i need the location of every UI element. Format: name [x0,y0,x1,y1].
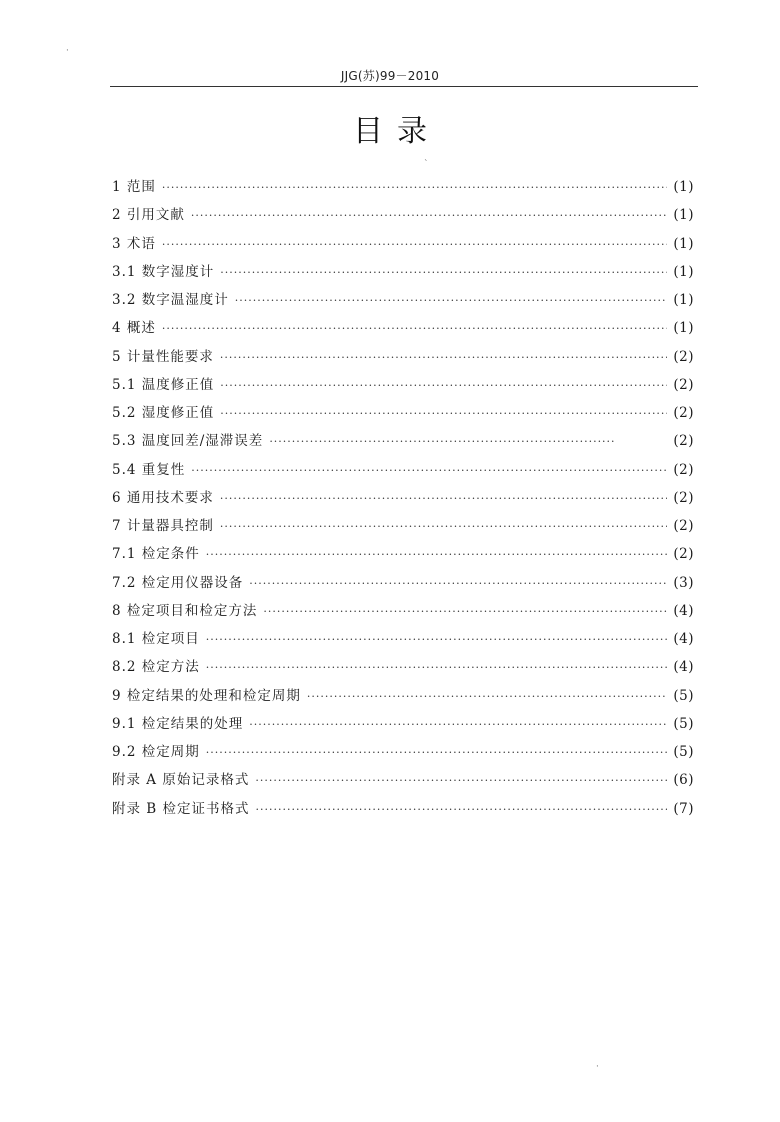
toc-entry-page: (1) [673,320,694,337]
dot-leader [220,372,667,400]
toc-entry-title: 3.2 数字温湿度计 [112,292,229,308]
dot-leader [220,513,667,541]
toc-entry-title: 9.1 检定结果的处理 [112,715,244,732]
toc-entry-title: 1 范围 [112,179,156,195]
dot-leader [249,570,667,598]
toc-entry[interactable] [112,286,694,314]
toc-entry-page: (2) [673,348,694,365]
toc-entry[interactable] [112,371,694,399]
scan-speck: ` [424,160,429,170]
dot-leader [307,683,667,711]
toc-entry-page: (5) [673,715,694,732]
toc-entry-title: 5.1 温度修正值 [112,376,215,393]
dot-leader [220,344,667,372]
toc-entry[interactable] [112,597,694,625]
toc-entry-page: (2) [673,489,694,506]
dot-leader [256,796,668,824]
toc-entry-title: 4 概述 [112,320,156,337]
dot-leader [235,287,668,315]
toc-entry-title: 8.1 检定项目 [112,631,200,647]
toc-entry[interactable] [112,456,694,484]
dot-leader [269,428,614,456]
toc-entry[interactable] [112,201,694,229]
scan-speck: · [66,46,69,56]
toc-entry-page: (4) [673,659,694,676]
toc-entry-page: (1) [673,179,694,195]
dot-leader [206,626,668,654]
toc-entry[interactable] [112,682,694,710]
toc-entry-title: 5 计量性能要求 [112,348,214,365]
toc-entry-title: 7.2 检定用仪器设备 [112,574,244,591]
toc-entry-title: 7.1 检定条件 [112,546,200,563]
dot-leader [255,767,667,795]
toc-entry-title: 5.4 重复性 [112,461,186,478]
toc-entry-page: (4) [673,602,694,619]
toc-entry-title: 9 检定结果的处理和检定周期 [112,687,301,704]
toc-entry-page: (5) [673,744,694,760]
toc-entry-title: 8.2 检定方法 [112,659,200,676]
toc-entry[interactable] [112,625,694,653]
toc-entry-title: 6 通用技术要求 [112,489,214,506]
toc-entry[interactable] [112,484,694,512]
toc-entry-page: (2) [673,405,694,421]
toc-entry-page: (1) [673,263,694,280]
toc-entry-title: 9.2 检定周期 [112,744,200,760]
toc-entry[interactable] [112,343,694,371]
toc-entry-page: (2) [673,461,694,478]
toc-entry-title: 附录 A 原始记录格式 [112,772,250,789]
toc-entry[interactable] [112,427,694,455]
toc-entry-page: (1) [673,207,694,224]
toc-entry-title: 8 检定项目和检定方法 [112,602,258,619]
toc-entry-page: (5) [673,687,694,704]
toc-entry[interactable] [112,738,694,766]
toc-entry-page: (4) [673,631,694,647]
toc-entry[interactable] [112,230,694,258]
document-code: JJG(苏)99－2010 [340,69,440,83]
dot-leader [162,315,667,343]
toc-entry-title: 附录 B 检定证书格式 [112,800,250,817]
dot-leader [162,174,667,202]
toc-entry-title: 2 引用文献 [112,207,185,224]
toc-entry[interactable] [112,512,694,540]
toc-entry[interactable] [112,314,694,342]
toc-entry-page: (2) [673,546,694,563]
dot-leader [220,485,667,513]
toc-entry-page: (3) [673,574,694,591]
dot-leader [249,711,667,739]
table-of-contents [112,173,694,823]
toc-entry[interactable] [112,766,694,794]
toc-entry[interactable] [112,795,694,823]
header-divider [110,86,698,87]
toc-entry[interactable] [112,173,694,201]
toc-entry-page: (2) [673,433,694,450]
toc-entry[interactable] [112,399,694,427]
toc-entry[interactable] [112,258,694,286]
dot-leader [220,259,667,287]
toc-entry-page: (2) [673,518,694,534]
toc-entry-page: (6) [673,772,694,789]
dot-leader [162,231,667,259]
toc-entry-title: 5.2 湿度修正值 [112,405,215,421]
dot-leader [220,400,667,428]
toc-entry[interactable] [112,653,694,681]
toc-entry[interactable] [112,540,694,568]
toc-entry-page: (1) [673,235,694,252]
dot-leader [206,739,668,767]
toc-entry-page: (7) [673,800,694,817]
toc-entry-title: 3.1 数字湿度计 [112,263,215,280]
dot-leader [191,457,667,485]
dot-leader [206,654,668,682]
dot-leader [206,541,668,569]
toc-entry[interactable] [112,569,694,597]
toc-entry[interactable] [112,710,694,738]
toc-entry-title: 7 计量器具控制 [112,518,214,534]
scan-speck: · [596,1062,599,1072]
toc-entry-page: (1) [673,292,694,308]
dot-leader [191,202,667,230]
page-title: 目录 [353,114,441,149]
dot-leader [263,598,667,626]
toc-entry-title: 3 术语 [112,235,156,252]
toc-entry-title: 5.3 温度回差/湿滞误差 [112,433,264,450]
toc-entry-page: (2) [673,376,694,393]
